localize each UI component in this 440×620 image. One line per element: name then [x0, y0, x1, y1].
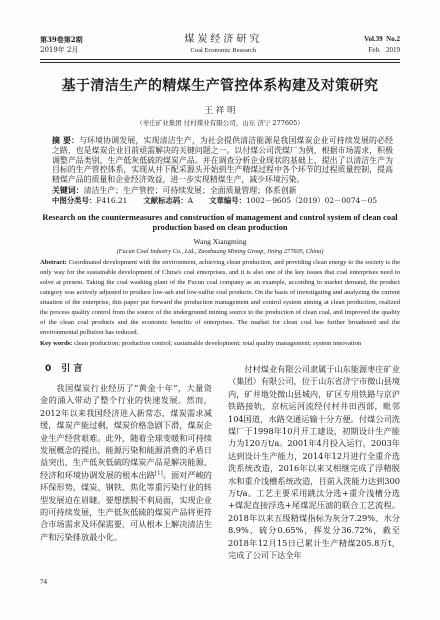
abstract-text-cn: 与环境协调发展，实现清洁生产，为社会提供清洁能源是我国煤炭企业可持续发展的必经之路，也是煤炭企业目前亟需解决的关键问题之一。以付煤公司洗煤厂为例，根据市场需求，积极调整产品类别，生产低灰低硫的煤炭产品。并在调查分析企业现状的基础上，提出了以清洁生产为目标的生产管控体系，实现从井下配采源头开始到生产精煤过程中各个环节的过程质量控制，提高精煤产品的质量和企业经济效益，进一步实现精煤生产，减少环境污染。: [52, 136, 393, 185]
journal-name-en: Coal Economic Research: [190, 47, 257, 54]
article-title-en: Research on the countermeasures and construction of management and control system of clean coal production based on clean production: [42, 212, 398, 233]
section-number: 0: [45, 363, 52, 374]
header-center: [184, 34, 262, 56]
keywords-label-cn: 关键词：: [52, 185, 84, 195]
abstract-label-cn: 摘 要：: [52, 136, 80, 145]
doc-code-label: 文献标志码：: [143, 195, 188, 205]
section-title: 引 言: [61, 363, 83, 374]
intro-paragraph-1: [40, 382, 212, 543]
running-header: [40, 34, 400, 58]
keywords-text-en: clean production; production control; sustainable development; total quality management; system innovation: [74, 339, 362, 347]
journal-name-cn: 煤炭经济研究: [184, 34, 263, 45]
issue-date-cn: 2019年 2月: [40, 46, 79, 54]
affiliation-cn: （枣庄矿业集团 付村煤业有限公司，山东 济宁 277605）: [136, 119, 304, 127]
keywords-en: [40, 339, 400, 349]
page-number: 74: [40, 578, 47, 586]
article-no-value: 1002－9605（2019）02－0074－05: [246, 195, 378, 205]
body-left-column: [40, 363, 212, 563]
citation-marker: [1]: [154, 470, 163, 477]
abstract-label-en: Abstract:: [40, 258, 67, 266]
volume-issue: 第39卷第2期: [40, 35, 83, 44]
affiliation-en: (Fucun Coal Industry Co., Ltd., Zaozhuang Mining Group, Jining 277605, China): [116, 247, 324, 255]
author-cn: 王 祥 明: [204, 106, 236, 116]
issue-date-en: Feb. 2019: [368, 46, 400, 54]
article-no-label: 文章编号：: [209, 195, 247, 205]
keywords-cn: [52, 186, 393, 196]
volume-issue-en: Vol.39 No.2: [364, 35, 400, 43]
abstract-text-en: Coordinated development with the environment, achieving clean production, and providing clean energy to the society is the only way for the sustainable development of China's coal enterprises, and it is also one of the key issues that coal enterprises need to solve at present. Taking the coal washing plant of the Fucun coal company as an example, according to market demand, the product category was actively adjusted to produce low-ash and low-sulfur coal products. On the basis of investigating and analyzing the current situation of the enterprise, this paper put forward the production management and control system aiming at clean production, realized the process quality control from the source of the underground mining source to the production of clean coal, and improved the quality of the clean coal products and the economic benefits of enterprises. The market for clean coal has further broadened and the environmental pollution has reduced.: [40, 258, 400, 336]
keywords-label-en: Key words:: [40, 339, 73, 347]
header-right: [364, 34, 400, 56]
article-number: [209, 196, 377, 206]
clc-value: F416.21: [96, 195, 128, 205]
clc-number: [52, 196, 127, 206]
clc-label: 中图分类号：: [52, 195, 97, 205]
keywords-text-cn: 清洁生产；生产管控；可持续发展；全面质量管理；体系创新: [83, 185, 297, 195]
body-right-column: [228, 363, 400, 563]
section-heading: [40, 363, 212, 382]
intro-paragraph-1-part-a: 我国煤炭行业经历了“黄金十年”，大量资金的涌入带动了整个行业的快速发展。然而，2012年以来我国经济进入新常态，煤炭需求减缓，煤炭产能过剩，煤炭价格急剧下滑，煤炭企业生产经营艰难。此外，随着全球变暖和可持续发展概念的提出，能源污染和能源消费的矛盾日益突出，生产低灰低硫的煤炭产品是解决能源、经济和环境协调发展的根本出路: [40, 382, 212, 480]
author-en: Wang Xiangming: [193, 236, 247, 246]
body-columns: [40, 363, 400, 563]
intro-paragraph-2: 付村煤业有限公司隶属于山东能源枣庄矿业（集团）有限公司，位于山东省济宁市微山县境内，矿井地处微山县城内，矿区专用铁路与京沪铁路接轨，京杭运河流经付村井田西部，毗邻104国道，水路交通运输十分方便。付煤公司洗煤厂于1998年10月开工建设，初期设计生产能力为120万t/a。2001年4月投入运行，2003年达到设计生产能力，2014年12月进行全重介选洗系统改造，2016年以来又相继完成了浮精脱水和重介浅槽系统改造，目前入洗能力达到300万t/a。工艺主要采用跳汰分选+重介浅槽分选+煤泥直接浮选+尾煤泥压滤的联合工艺流程。2018年以来五级精煤指标为灰分7.29%、水分8.9%、硫分0.65%，挥发分36.72%，截至2018年12月15日已累计生产精煤205.8万t，完成了公司下达全年: [228, 363, 400, 561]
abstract-en: [40, 258, 400, 338]
abstract-cn: [52, 136, 393, 185]
header-double-rule: [40, 59, 400, 63]
intro-paragraph-1-part-b: 。面对严峻的环保形势，煤炭、钢铁、焦化等重污染行业的转型发展迫在眉睫。要想摆脱不利局面，实现企业的可持续发展，生产低灰低硫的煤炭产品将更符合市场需求及环保需要，可从根本上解决清洁生产和污染排放最小化。: [40, 469, 212, 542]
header-left: [40, 34, 83, 56]
doc-code-value: A: [187, 195, 194, 205]
classification-line: [52, 196, 393, 206]
document-code: [143, 196, 193, 206]
article-title-cn: 基于清洁生产的精煤生产管控体系构建及对策研究: [61, 78, 379, 94]
